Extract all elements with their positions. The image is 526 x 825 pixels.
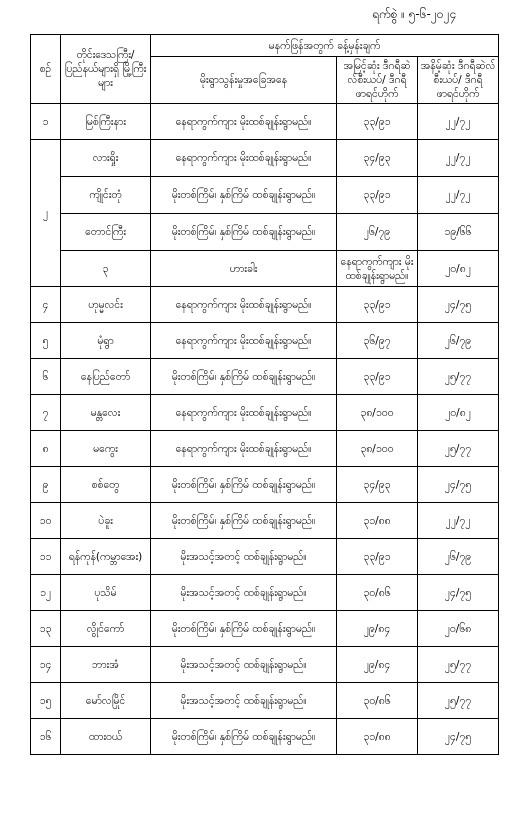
document-date: ရက်စွဲ ။ ၅-၆-၂၀၂၄	[372, 7, 457, 21]
city-name: ဘားအံ	[61, 647, 151, 683]
header-min-temp: အနိမ့်ဆုံး ဒီဂရီဆဲလ်စီးယပ်/ ဒီဂရီဖာရင်ဟိုက်	[418, 57, 499, 104]
table-row	[31, 104, 499, 140]
rain-condition: မိုးအသင့်အတင့် ထစ်ချုန်းရွာမည်။	[151, 539, 337, 575]
table-row	[31, 467, 499, 503]
row-number: ၂	[31, 140, 61, 287]
header-max-temp: အမြင့်ဆုံး ဒီဂရီဆဲလ်စီးယပ်/ ဒီဂရီဖာရင်ဟိုက်	[337, 57, 418, 104]
min-temp: ၂၂/၇၂	[418, 177, 499, 214]
max-temp: ၂၀/၈၂	[418, 251, 499, 287]
city-name: မော်လမြိုင်	[61, 683, 151, 719]
table-row	[31, 683, 499, 719]
max-temp: ၃၃/၉၁	[337, 177, 418, 214]
city-name: ပဲခူး	[61, 503, 151, 539]
header-region: တိုင်းဒေသကြီး/ ပြည်နယ်များရှိ မြို့ကြီးများ	[61, 35, 151, 104]
min-temp: ၂၀/၈၂	[418, 395, 499, 431]
min-temp: ၂၄/၇၅	[418, 719, 499, 755]
max-temp: ၂၆/၇၉	[337, 214, 418, 251]
rain-condition: နေရာကွက်ကျား မိုးထစ်ချုန်းရွာမည်။	[151, 140, 337, 177]
max-temp: ၃၄/၉၃	[337, 467, 418, 503]
city-name: ဟုမ္မလင်း	[61, 287, 151, 323]
row-number: ၁၄	[31, 647, 61, 683]
table-row	[31, 719, 499, 755]
table-row	[31, 323, 499, 359]
min-temp: ၂၅/၇၇	[418, 683, 499, 719]
city-name: တောင်ကြီး	[61, 214, 151, 251]
max-temp: ၃၁/၈၈	[337, 719, 418, 755]
rain-condition: မိုးတစ်ကြိမ်၊ နှစ်ကြိမ် ထစ်ချုန်းရွာမည်။	[151, 503, 337, 539]
table-row	[31, 287, 499, 323]
max-temp: ၂၉/၈၄	[337, 647, 418, 683]
min-temp: ၂၅/၇၇	[418, 359, 499, 395]
max-temp: ၃၃/၉၁	[337, 359, 418, 395]
min-temp: ၂၅/၇၇	[418, 431, 499, 467]
max-temp: ၃၈/၁၀၀	[337, 395, 418, 431]
header-condition: မိုးရွာသွန်းမှုအခြေအနေ	[151, 57, 337, 104]
row-number: ၁၂	[31, 575, 61, 611]
min-temp: ၂၄/၇၅	[418, 287, 499, 323]
min-temp: ၁၉/၆၆	[418, 214, 499, 251]
max-temp: ၃၃/၉၁	[337, 287, 418, 323]
min-temp: ၂၂/၇၂	[418, 503, 499, 539]
header-forecast: မနက်ဖြန်အတွက် ခန့်မှန်းချက်	[151, 35, 499, 57]
max-temp: ၃၈/၁၀၀	[337, 431, 418, 467]
city-name: ရန်ကုန်(ကမ္ဘာအေး)	[61, 539, 151, 575]
min-temp: ၂၄/၇၅	[418, 467, 499, 503]
row-number: ၁၁	[31, 539, 61, 575]
max-temp: ၃၆/၉၇	[337, 323, 418, 359]
table-row	[31, 503, 499, 539]
rain-condition: မိုးအသင့်အတင့် ထစ်ချုန်းရွာမည်။	[151, 683, 337, 719]
max-temp: ၂၉/၈၄	[337, 611, 418, 647]
rain-condition: မိုးတစ်ကြိမ်၊ နှစ်ကြိမ် ထစ်ချုန်းရွာမည်။	[151, 719, 337, 755]
city-name: မုံရွာ	[61, 323, 151, 359]
max-temp: ၃၀/၈၆	[337, 683, 418, 719]
row-number: ၉	[31, 467, 61, 503]
table-row	[31, 611, 499, 647]
city-name: မကွေး	[61, 431, 151, 467]
rain-condition: နေရာကွက်ကျား မိုးထစ်ချုန်းရွာမည်။	[337, 251, 418, 287]
min-temp: ၂၂/၇၂	[418, 140, 499, 177]
rain-condition: မိုးအသင့်အတင့် ထစ်ချုန်းရွာမည်။	[151, 575, 337, 611]
max-temp: ၃၃/၉၁	[337, 104, 418, 140]
rain-condition: မိုးအသင့်အတင့် ထစ်ချုန်းရွာမည်။	[151, 647, 337, 683]
table-row	[31, 214, 499, 251]
min-temp: ၂၆/၇၉	[418, 323, 499, 359]
row-number: ၁	[31, 104, 61, 140]
row-number: ၁၃	[31, 611, 61, 647]
table-row	[31, 140, 499, 177]
city-name: ပုသိမ်	[61, 575, 151, 611]
min-temp: ၂၀/၆၈	[418, 611, 499, 647]
city-name: လွိုင်ကော်	[61, 611, 151, 647]
max-temp: ၃၁/၈၈	[337, 503, 418, 539]
row-number: ၁၀	[31, 503, 61, 539]
row-number: ၁၆	[31, 719, 61, 755]
table-row	[31, 251, 499, 287]
min-temp: ၂၄/၇၅	[418, 575, 499, 611]
table-row	[31, 647, 499, 683]
rain-condition: နေရာကွက်ကျား မိုးထစ်ချုန်းရွာမည်။	[151, 431, 337, 467]
max-temp: ၃၄/၉၃	[337, 140, 418, 177]
city-name: မန္တလေး	[61, 395, 151, 431]
rain-condition: မိုးတစ်ကြိမ်၊ နှစ်ကြိမ် ထစ်ချုန်းရွာမည်။	[151, 359, 337, 395]
row-number: ၅	[31, 323, 61, 359]
header-no: စဉ်	[31, 35, 61, 104]
table-row	[31, 177, 499, 214]
city-name: ထားဝယ်	[61, 719, 151, 755]
max-temp: ၃၃/၉၁	[337, 539, 418, 575]
city-name: ကျိုင်းတုံ	[61, 177, 151, 214]
weather-forecast-table	[30, 34, 499, 755]
min-temp: ၂၂/၇၂	[418, 104, 499, 140]
row-number: ၄	[31, 287, 61, 323]
city-name: စစ်တွေ	[61, 467, 151, 503]
min-temp: ၂၆/၇၉	[418, 539, 499, 575]
row-number: ၇	[31, 395, 61, 431]
row-number: ၁၅	[31, 683, 61, 719]
city-name: ဟားခါး	[151, 251, 337, 287]
row-number: ၆	[31, 359, 61, 395]
city-name: မြစ်ကြီးနား	[61, 104, 151, 140]
rain-condition: မိုးတစ်ကြိမ်၊ နှစ်ကြိမ် ထစ်ချုန်းရွာမည်။	[151, 467, 337, 503]
row-number: ၈	[31, 431, 61, 467]
table-row	[31, 539, 499, 575]
table-row	[31, 575, 499, 611]
rain-condition: နေရာကွက်ကျား မိုးထစ်ချုန်းရွာမည်။	[151, 395, 337, 431]
table-row	[31, 431, 499, 467]
min-temp: ၂၅/၇၇	[418, 647, 499, 683]
rain-condition: နေရာကွက်ကျား မိုးထစ်ချုန်းရွာမည်။	[151, 323, 337, 359]
table-row	[31, 395, 499, 431]
rain-condition: မိုးတစ်ကြိမ်၊ နှစ်ကြိမ် ထစ်ချုန်းရွာမည်။	[151, 214, 337, 251]
row-number: ၃	[61, 251, 151, 287]
city-name: နေပြည်တော်	[61, 359, 151, 395]
table-row	[31, 359, 499, 395]
rain-condition: မိုးတစ်ကြိမ်၊ နှစ်ကြိမ် ထစ်ချုန်းရွာမည်။	[151, 177, 337, 214]
rain-condition: မိုးတစ်ကြိမ်၊ နှစ်ကြိမ် ထစ်ချုန်းရွာမည်။	[151, 611, 337, 647]
city-name: လားရှိုး	[61, 140, 151, 177]
rain-condition: နေရာကွက်ကျား မိုးထစ်ချုန်းရွာမည်။	[151, 104, 337, 140]
rain-condition: နေရာကွက်ကျား မိုးထစ်ချုန်းရွာမည်။	[151, 287, 337, 323]
max-temp: ၃၀/၈၆	[337, 575, 418, 611]
